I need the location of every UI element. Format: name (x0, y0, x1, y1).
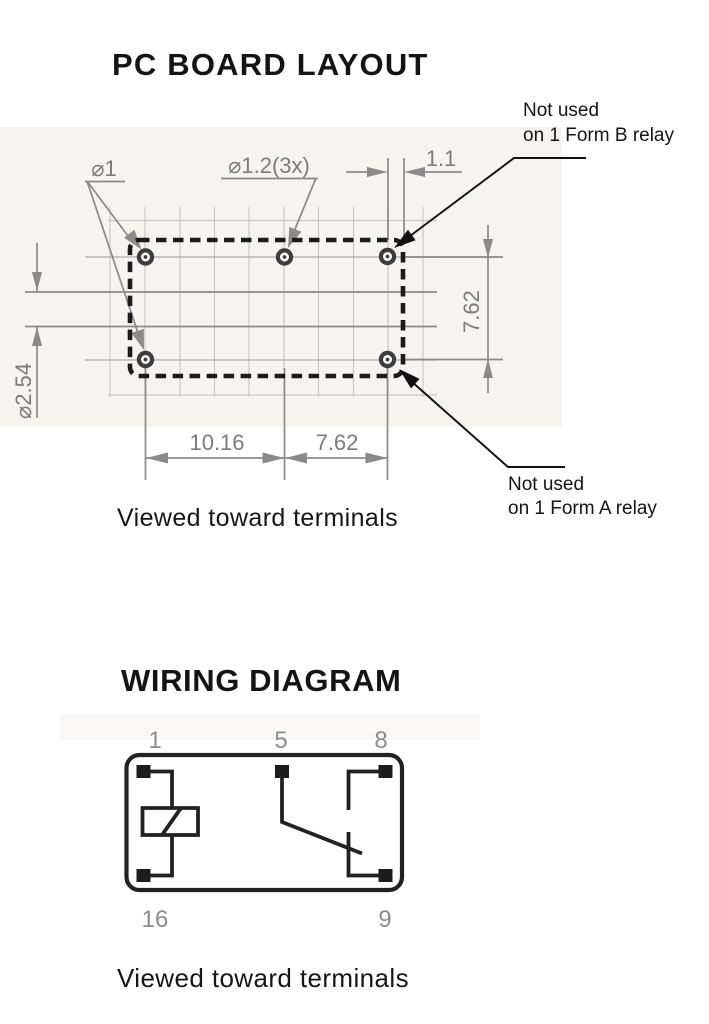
pin-label-1: 1 (148, 727, 162, 754)
dim-edge-offset-label: 1.1 (425, 146, 457, 171)
normally-open-contact-wire (349, 772, 379, 811)
wiring-caption: Viewed toward terminals (117, 963, 409, 993)
dim-col-left-label: 10.16 (189, 430, 245, 455)
pin-label-9: 9 (378, 906, 392, 933)
pcb-caption: Viewed toward terminals (117, 504, 399, 532)
terminals (137, 765, 393, 882)
terminal-9 (379, 869, 393, 882)
dim-hole-small-label: ⌀1 (91, 156, 117, 181)
terminal-8 (379, 765, 393, 778)
scan-tint-band (60, 714, 480, 740)
terminal-1 (137, 765, 151, 778)
pin-label-8: 8 (374, 727, 388, 754)
coil-circuit (143, 772, 199, 876)
dim-col-right-label: 7.62 (315, 430, 359, 455)
pin-label-5: 5 (274, 727, 288, 754)
note-form-a-line1: Not used (508, 474, 585, 495)
wiring-section-title: WIRING DIAGRAM (121, 662, 402, 698)
pcb-layout-drawing (0, 85, 709, 560)
pin-label-16: 16 (141, 906, 169, 933)
contact-circuit (282, 772, 379, 876)
normally-closed-contact-wire (349, 832, 379, 876)
terminal-16 (137, 869, 151, 882)
note-form-b-line1: Not used (523, 100, 600, 121)
note-form-a-line2: on 1 Form A relay (508, 498, 657, 519)
dim-grid-pitch-label: ⌀2.54 (11, 362, 36, 419)
pcb-section-title: PC BOARD LAYOUT (112, 46, 429, 82)
terminal-5 (275, 765, 289, 778)
wiring-diagram-drawing (0, 700, 709, 950)
note-form-b-line2: on 1 Form B relay (523, 125, 674, 146)
dim-row-spacing-label: 7.62 (459, 290, 484, 333)
dim-hole-large-label: ⌀1.2(3x) (228, 153, 310, 178)
coil-slash (162, 808, 181, 835)
relay-case-outline (127, 755, 403, 890)
